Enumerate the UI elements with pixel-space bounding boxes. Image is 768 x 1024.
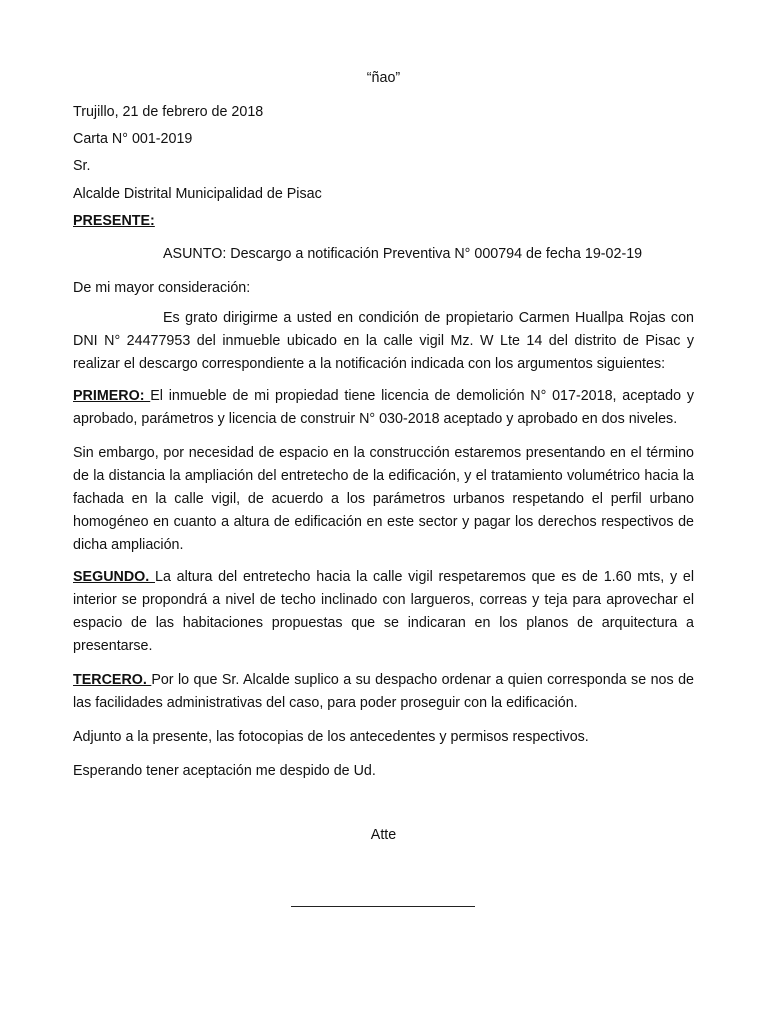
recipient: Alcalde Distrital Municipalidad de Pisac [73,186,322,202]
signature-line [291,906,475,907]
greeting: De mi mayor consideración: [73,280,251,296]
adjunto-paragraph: Adjunto a la presente, las fotocopias de los antecedentes y permisos respectivos. [73,729,589,745]
letter-number: Carta N° 001-2019 [73,131,193,147]
tercero-label: TERCERO. [73,672,152,688]
sin-embargo-paragraph: Sin embargo, por necesidad de espacio en la construcción estaremos presentando en el término de la distancia la ampliación del entretecho de la edificación, y el tratamiento volumétrico hacia la fachada en la calle vigil, de acuerdo a los parámetros urbanos respetando el perfil urbano homogéneo en cuanto a altura de edificación en este sector y pagar los derechos respectivos de dicha ampliación. [73,445,694,553]
segundo-text: La altura del entretecho hacia la calle vigil respetaremos que es de 1.60 mts, y el interior se propondrá a nivel de techo inclinado con largueros, correas y teja para aprovechar el espacio de las habitaciones propuestas que se indicaran en los planos de arquitectura a presentarse. [73,569,695,654]
intro-paragraph: Es grato dirigirme a usted en condición de propietario Carmen Huallpa Rojas con DNI N° 24477953 del inmueble ubicado en la calle vigil Mz. W Lte 14 del distrito de Pisac y realizar el descargo correspondiente a la notificación indicada con los argumentos siguientes: [73,310,694,372]
closing-paragraph: Esperando tener aceptación me despido de Ud. [73,763,376,779]
top-mark: “ñao” [366,70,401,86]
place-date: Trujillo, 21 de febrero de 2018 [73,104,264,120]
tercero-paragraph [73,669,694,715]
tercero-text: Por lo que Sr. Alcalde suplico a su despacho ordenar a quien corresponda se nos de las facilidades administrativas del caso, para poder proseguir con la edificación. [73,672,694,711]
primero-label: PRIMERO: [73,388,151,404]
primero-paragraph [73,385,694,431]
asunto-line: ASUNTO: Descargo a notificación Preventiva N° 000794 de fecha 19-02-19 [163,246,643,262]
presente-heading: PRESENTE: [73,213,155,229]
segundo-paragraph [73,566,694,658]
primero-text: El inmueble de mi propiedad tiene licencia de demolición N° 017-2018, aceptado y aprobado, parámetros y licencia de construir N° 030-2018 aceptado y aprobado en dos niveles. [73,388,694,427]
segundo-label: SEGUNDO. [73,569,155,585]
salutation-sr: Sr. [73,158,91,174]
letter-page [73,0,694,1024]
atte-line: Atte [370,827,397,843]
